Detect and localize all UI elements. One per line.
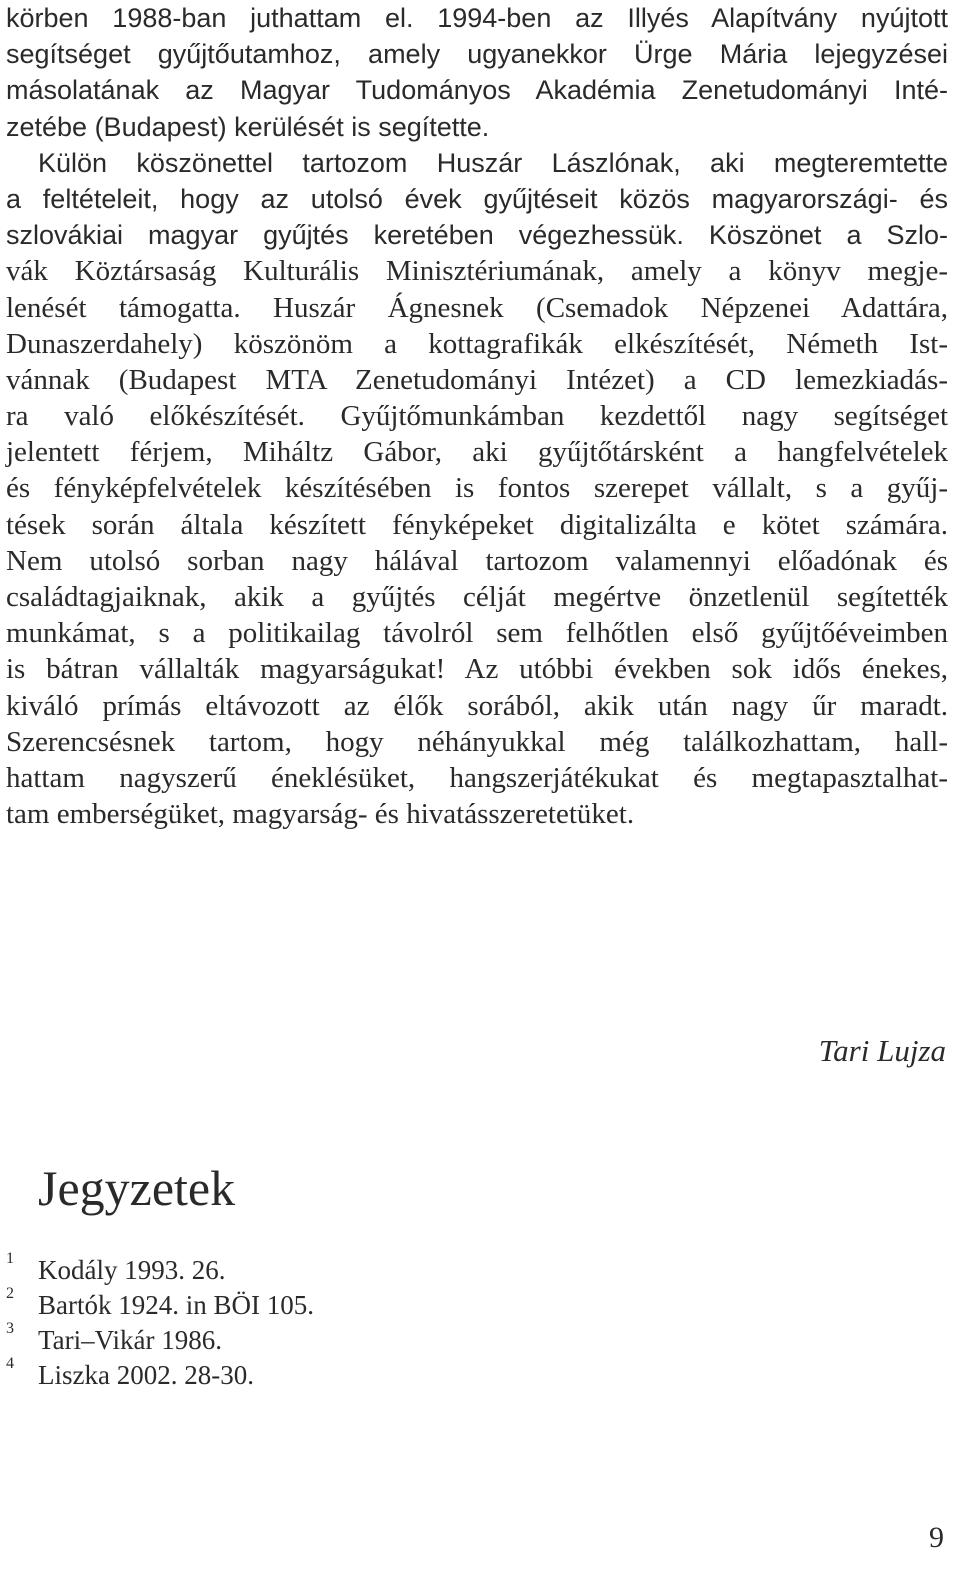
text-line: is bátran vállalták magyarságukat! Az utóbbi években sok idős énekes, <box>6 653 948 686</box>
page-number: 9 <box>929 1521 944 1554</box>
note-number: 4 <box>6 1355 14 1372</box>
text-line: zetébe (Budapest) kerülését is segítette. <box>6 111 490 142</box>
text-line: tam emberségüket, magyarság- és hivatásszeretetüket. <box>6 798 635 831</box>
notes-heading: Jegyzetek <box>38 1160 236 1216</box>
text-line: Nem utolsó sorban nagy hálával tartozom valamennyi előadónak és <box>6 544 948 577</box>
author-signature: Tari Lujza <box>818 1033 946 1068</box>
text-line: családtagjaiknak, akik a gyűjtés célját megértve önzetlenül segítették <box>6 581 948 613</box>
note-text: Liszka 2002. 28-30. <box>38 1360 254 1390</box>
text-line: hattam nagyszerű éneklésüket, hangszerjátékukat és megtapasztalhat- <box>6 761 948 794</box>
note-number: 3 <box>6 1320 14 1337</box>
note-number: 2 <box>6 1285 14 1302</box>
text-line: kiváló prímás eltávozott az élők sorából, akik után nagy űr maradt. <box>6 689 948 722</box>
text-line: tések során általa készített fényképeket digitalizálta e kötet számára. <box>6 508 948 541</box>
text-line: a feltételeit, hogy az utolsó évek gyűjtéseit közös magyarországi- és <box>6 183 948 214</box>
text-line: másolatának az Magyar Tudományos Akadémia Zenetudományi Inté- <box>6 75 948 106</box>
text-line: vák Köztársaság Kulturális Minisztériumának, amely a könyv megje- <box>6 255 948 288</box>
text-line: munkámat, s a politikailag távolról sem felhőtlen első gyűjtőéveimben <box>6 617 948 650</box>
text-line: Külön köszönettel tartozom Huszár Lászlónak, aki megteremtette <box>38 147 948 178</box>
note-text: Kodály 1993. 26. <box>38 1255 226 1285</box>
text-line: és fényképfelvételek készítésében is fontos szerepet vállalt, s a gyűj- <box>6 472 948 505</box>
text-line: körben 1988-ban juthattam el. 1994-ben az Illyés Alapítvány nyújtott <box>6 3 948 33</box>
text-line: ra való előkészítését. Gyűjtőmunkámban kezdettől nagy segítséget <box>6 400 948 433</box>
text-line: szlovákiai magyar gyűjtés keretében végezhessük. Köszönet a Szlo- <box>6 220 948 251</box>
note-text: Bartók 1924. in BÖI 105. <box>38 1290 314 1320</box>
text-line: segítséget gyűjtőutamhoz, amely ugyanekkor Ürge Mária lejegyzései <box>6 39 948 70</box>
text-line: Dunaszerdahely) köszönöm a kottagrafikák elkészítését, Németh Ist- <box>6 327 948 360</box>
note-text: Tari–Vikár 1986. <box>38 1325 222 1355</box>
text-line: vánnak (Budapest MTA Zenetudományi Intézet) a CD lemezkiadás- <box>6 363 948 396</box>
note-number: 1 <box>6 1250 14 1267</box>
body-text <box>6 0 948 832</box>
text-line: lenését támogatta. Huszár Ágnesnek (Csemadok Népzenei Adattára, <box>6 291 948 324</box>
text-line: Szerencsésnek tartom, hogy néhányukkal még találkozhattam, hall- <box>6 725 948 758</box>
text-line: jelentett férjem, Miháltz Gábor, aki gyűjtőtársként a hangfelvételek <box>6 436 948 469</box>
